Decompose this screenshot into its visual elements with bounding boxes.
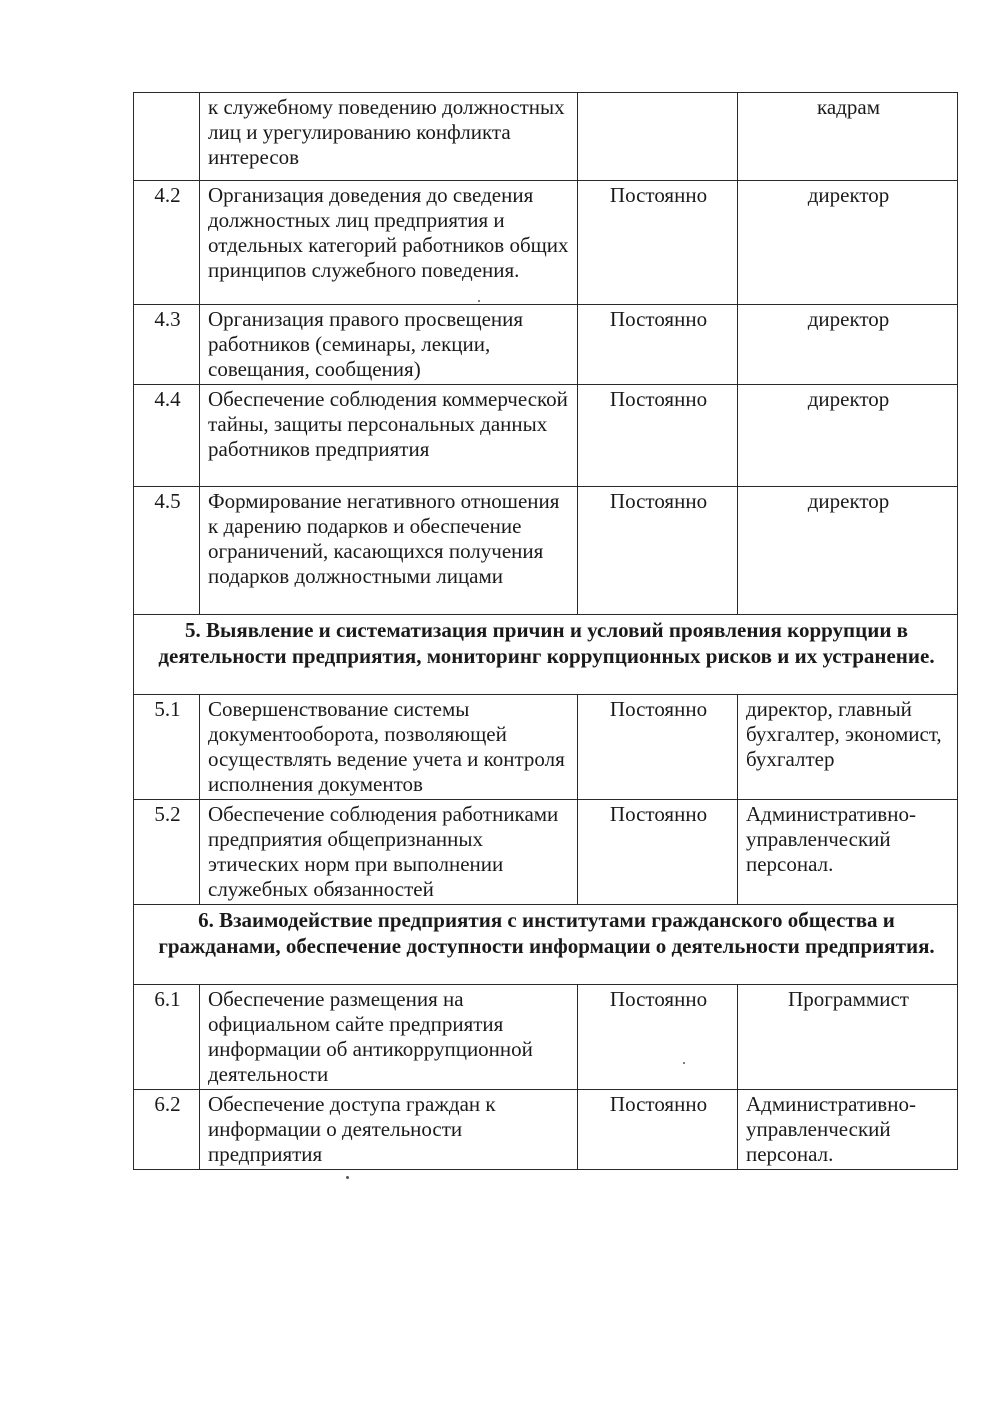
row-term: Постоянно — [578, 487, 738, 615]
row-number: 4.3 — [134, 305, 200, 385]
scan-speck — [346, 1176, 349, 1179]
row-number: 4.5 — [134, 487, 200, 615]
row-description: Организация доведения до сведения должностных лиц предприятия и отдельных категорий работников общих принципов служебного поведения. — [200, 181, 578, 305]
scan-speck — [478, 300, 480, 302]
row-term — [578, 93, 738, 181]
section-6-title: 6. Взаимодействие предприятия с институтами гражданского общества и гражданами, обеспечение доступности информации о деятельности предприятия. — [134, 905, 958, 985]
row-term: Постоянно — [578, 305, 738, 385]
row-term: Постоянно — [578, 985, 738, 1090]
table-row — [134, 695, 958, 800]
row-term: Постоянно — [578, 695, 738, 800]
row-term: Постоянно — [578, 181, 738, 305]
section-5-title: 5. Выявление и систематизация причин и условий проявления коррупции в деятельности предприятия, мониторинг коррупционных рисков и их устранение. — [134, 615, 958, 695]
row-responsible: Административно-управленческий персонал. — [738, 800, 958, 905]
row-description: Обеспечение соблюдения работниками предприятия общепризнанных этических норм при выполнении служебных обязанностей — [200, 800, 578, 905]
row-description: Обеспечение размещения на официальном сайте предприятия информации об антикоррупционной деятельности — [200, 985, 578, 1090]
measures-table — [133, 92, 958, 1170]
table-row — [134, 181, 958, 305]
row-number: 6.2 — [134, 1090, 200, 1170]
row-number: 5.2 — [134, 800, 200, 905]
row-description: Организация правого просвещения работников (семинары, лекции, совещания, сообщения) — [200, 305, 578, 385]
table-row — [134, 1090, 958, 1170]
table-row — [134, 487, 958, 615]
row-responsible: Административно-управленческий персонал. — [738, 1090, 958, 1170]
row-description: Формирование негативного отношения к дарению подарков и обеспечение ограничений, касающихся получения подарков должностными лицами — [200, 487, 578, 615]
row-number — [134, 93, 200, 181]
row-responsible: директор — [738, 487, 958, 615]
scan-speck — [683, 1062, 685, 1064]
row-term: Постоянно — [578, 1090, 738, 1170]
row-number: 4.4 — [134, 385, 200, 487]
table-row — [134, 385, 958, 487]
row-term: Постоянно — [578, 385, 738, 487]
row-number: 4.2 — [134, 181, 200, 305]
row-description: Обеспечение соблюдения коммерческой тайны, защиты персональных данных работников предприятия — [200, 385, 578, 487]
table-row — [134, 800, 958, 905]
table-row — [134, 305, 958, 385]
row-description: к служебному поведению должностных лиц и урегулированию конфликта интересов — [200, 93, 578, 181]
row-responsible: директор — [738, 305, 958, 385]
row-responsible: Программист — [738, 985, 958, 1090]
row-responsible: директор — [738, 181, 958, 305]
row-responsible: кадрам — [738, 93, 958, 181]
section-header-row — [134, 615, 958, 695]
row-number: 5.1 — [134, 695, 200, 800]
table-row — [134, 93, 958, 181]
row-number: 6.1 — [134, 985, 200, 1090]
table-row — [134, 985, 958, 1090]
section-header-row — [134, 905, 958, 985]
row-term: Постоянно — [578, 800, 738, 905]
row-description: Обеспечение доступа граждан к информации о деятельности предприятия — [200, 1090, 578, 1170]
row-responsible: директор, главный бухгалтер, экономист, бухгалтер — [738, 695, 958, 800]
row-responsible: директор — [738, 385, 958, 487]
row-description: Совершенствование системы документооборота, позволяющей осуществлять ведение учета и контроля исполнения документов — [200, 695, 578, 800]
